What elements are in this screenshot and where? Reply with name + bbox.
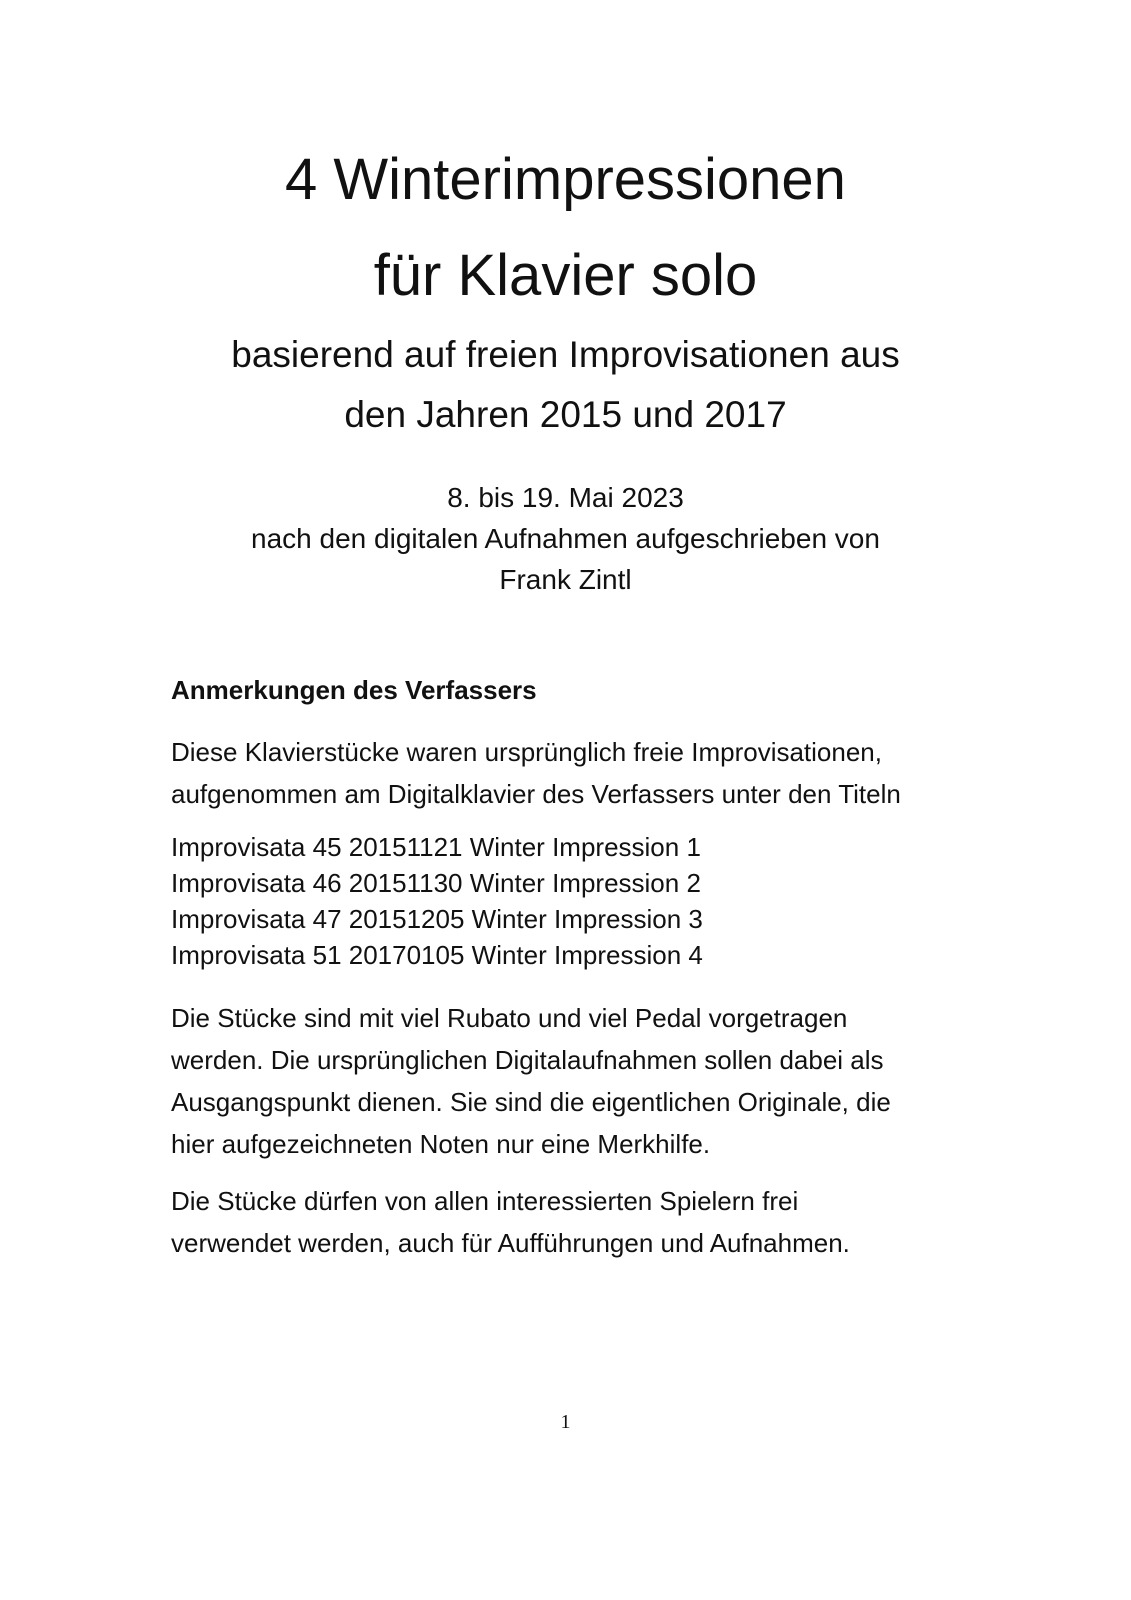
intro-line: aufgenommen am Digitalklavier des Verfassers unter den Titeln	[171, 779, 901, 809]
title-line-2: für Klavier solo	[373, 243, 758, 308]
transcription-credit: nach den digitalen Aufnahmen aufgeschrieben von	[251, 523, 880, 554]
paragraph-line: verwendet werden, auch für Aufführungen und Aufnahmen.	[171, 1228, 850, 1258]
intro-line: Diese Klavierstücke waren ursprünglich freie Improvisationen,	[171, 737, 882, 767]
list-item: Improvisata 47 20151205 Winter Impression 3	[171, 904, 703, 934]
author-name: Frank Zintl	[499, 564, 632, 595]
list-item: Improvisata 45 20151121 Winter Impression 1	[171, 832, 701, 862]
list-item: Improvisata 46 20151130 Winter Impression 2	[171, 868, 701, 898]
subtitle-line-2: den Jahren 2015 und 2017	[344, 394, 787, 435]
paragraph-line: hier aufgezeichneten Noten nur eine Merkhilfe.	[171, 1129, 711, 1159]
improvisation-title-list	[171, 829, 971, 973]
subtitle-line-1: basierend auf freien Improvisationen aus	[231, 334, 900, 375]
paragraph-line: werden. Die ursprünglichen Digitalaufnahmen sollen dabei als	[171, 1045, 884, 1075]
paragraph-line: Ausgangspunkt dienen. Sie sind die eigentlichen Originale, die	[171, 1087, 891, 1117]
list-item: Improvisata 51 20170105 Winter Impression 4	[171, 940, 703, 970]
paragraph-line: Die Stücke dürfen von allen interessierten Spielern frei	[171, 1186, 799, 1216]
paragraph-line: Die Stücke sind mit viel Rubato und viel Pedal vorgetragen	[171, 1003, 848, 1033]
performance-paragraph	[171, 997, 971, 1165]
license-paragraph	[171, 1180, 971, 1264]
composition-date: 8. bis 19. Mai 2023	[447, 482, 684, 513]
intro-paragraph	[171, 731, 971, 815]
page-number: 1	[560, 1411, 571, 1433]
notes-heading: Anmerkungen des Verfassers	[171, 675, 537, 705]
title-line-1: 4 Winterimpressionen	[285, 147, 846, 212]
